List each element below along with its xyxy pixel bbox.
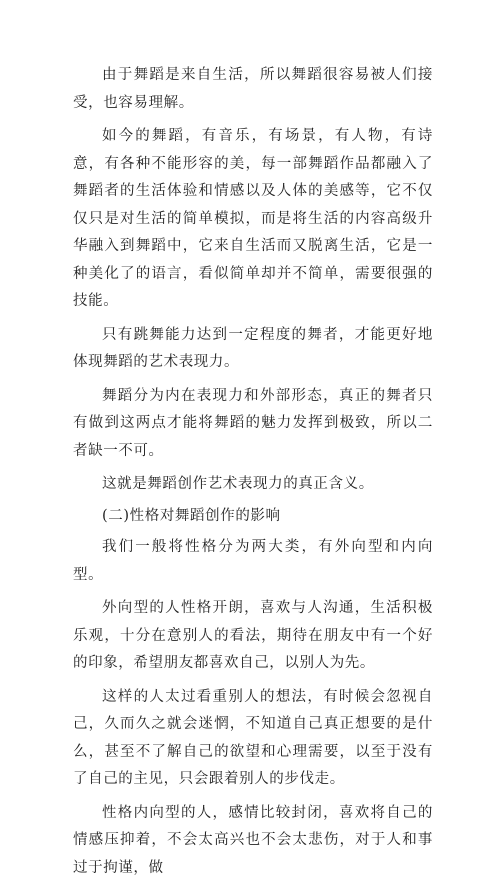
paragraph-inner-outer: 舞蹈分为内在表现力和外部形态，真正的舞者只有做到这两点才能将舞蹈的魅力发挥到极致，所以二者缺一不可。 (73, 387, 433, 459)
paragraph-introvert: 性格内向型的人，感情比较封闭，喜欢将自己的情感压抑着，不会太高兴也不会太悲伤，对于人和事过于拘谨，做 (73, 804, 433, 876)
paragraph-extrovert: 外向型的人性格开朗，喜欢与人沟通，生活积极乐观，十分在意别人的看法，期待在朋友中有一个好的印象，希望朋友都喜欢自己，以别人为先。 (73, 600, 433, 671)
paragraph-dancer-ability: 只有跳舞能力达到一定程度的舞者，才能更好地体现舞蹈的艺术表现力。 (73, 326, 433, 370)
paragraph-personality-types: 我们一般将性格分为两大类，有外向型和内向型。 (73, 539, 433, 583)
paragraph-others-opinions: 这样的人太过看重别人的想法，有时候会忽视自己，久而久之就会迷惘，不知道自己真正想要的是什么，甚至不了解自己的欲望和心理需要，以至于没有了自己的主见，只会跟着别人的步伐走。 (73, 688, 433, 787)
paragraph-modern-dance: 如今的舞蹈，有音乐，有场景，有人物，有诗意，有各种不能形容的美，每一部舞蹈作品都融入了舞蹈者的生活体验和情感以及人体的美感等，它不仅仅只是对生活的简单模拟，而是将生活的内容高级升华融入到舞蹈中，它来自生活而又脱离生活，它是一种美化了的语言，看似简单却并不简单，需要很强的技能。 (73, 128, 433, 309)
paragraph-true-meaning: 这就是舞蹈创作艺术表现力的真正含义。 (102, 476, 374, 492)
document-body (73, 62, 433, 888)
section-heading: (二)性格对舞蹈创作的影响 (102, 507, 281, 524)
paragraph-dance-from-life: 由于舞蹈是来自生活，所以舞蹈很容易被人们接受，也容易理解。 (73, 67, 433, 111)
